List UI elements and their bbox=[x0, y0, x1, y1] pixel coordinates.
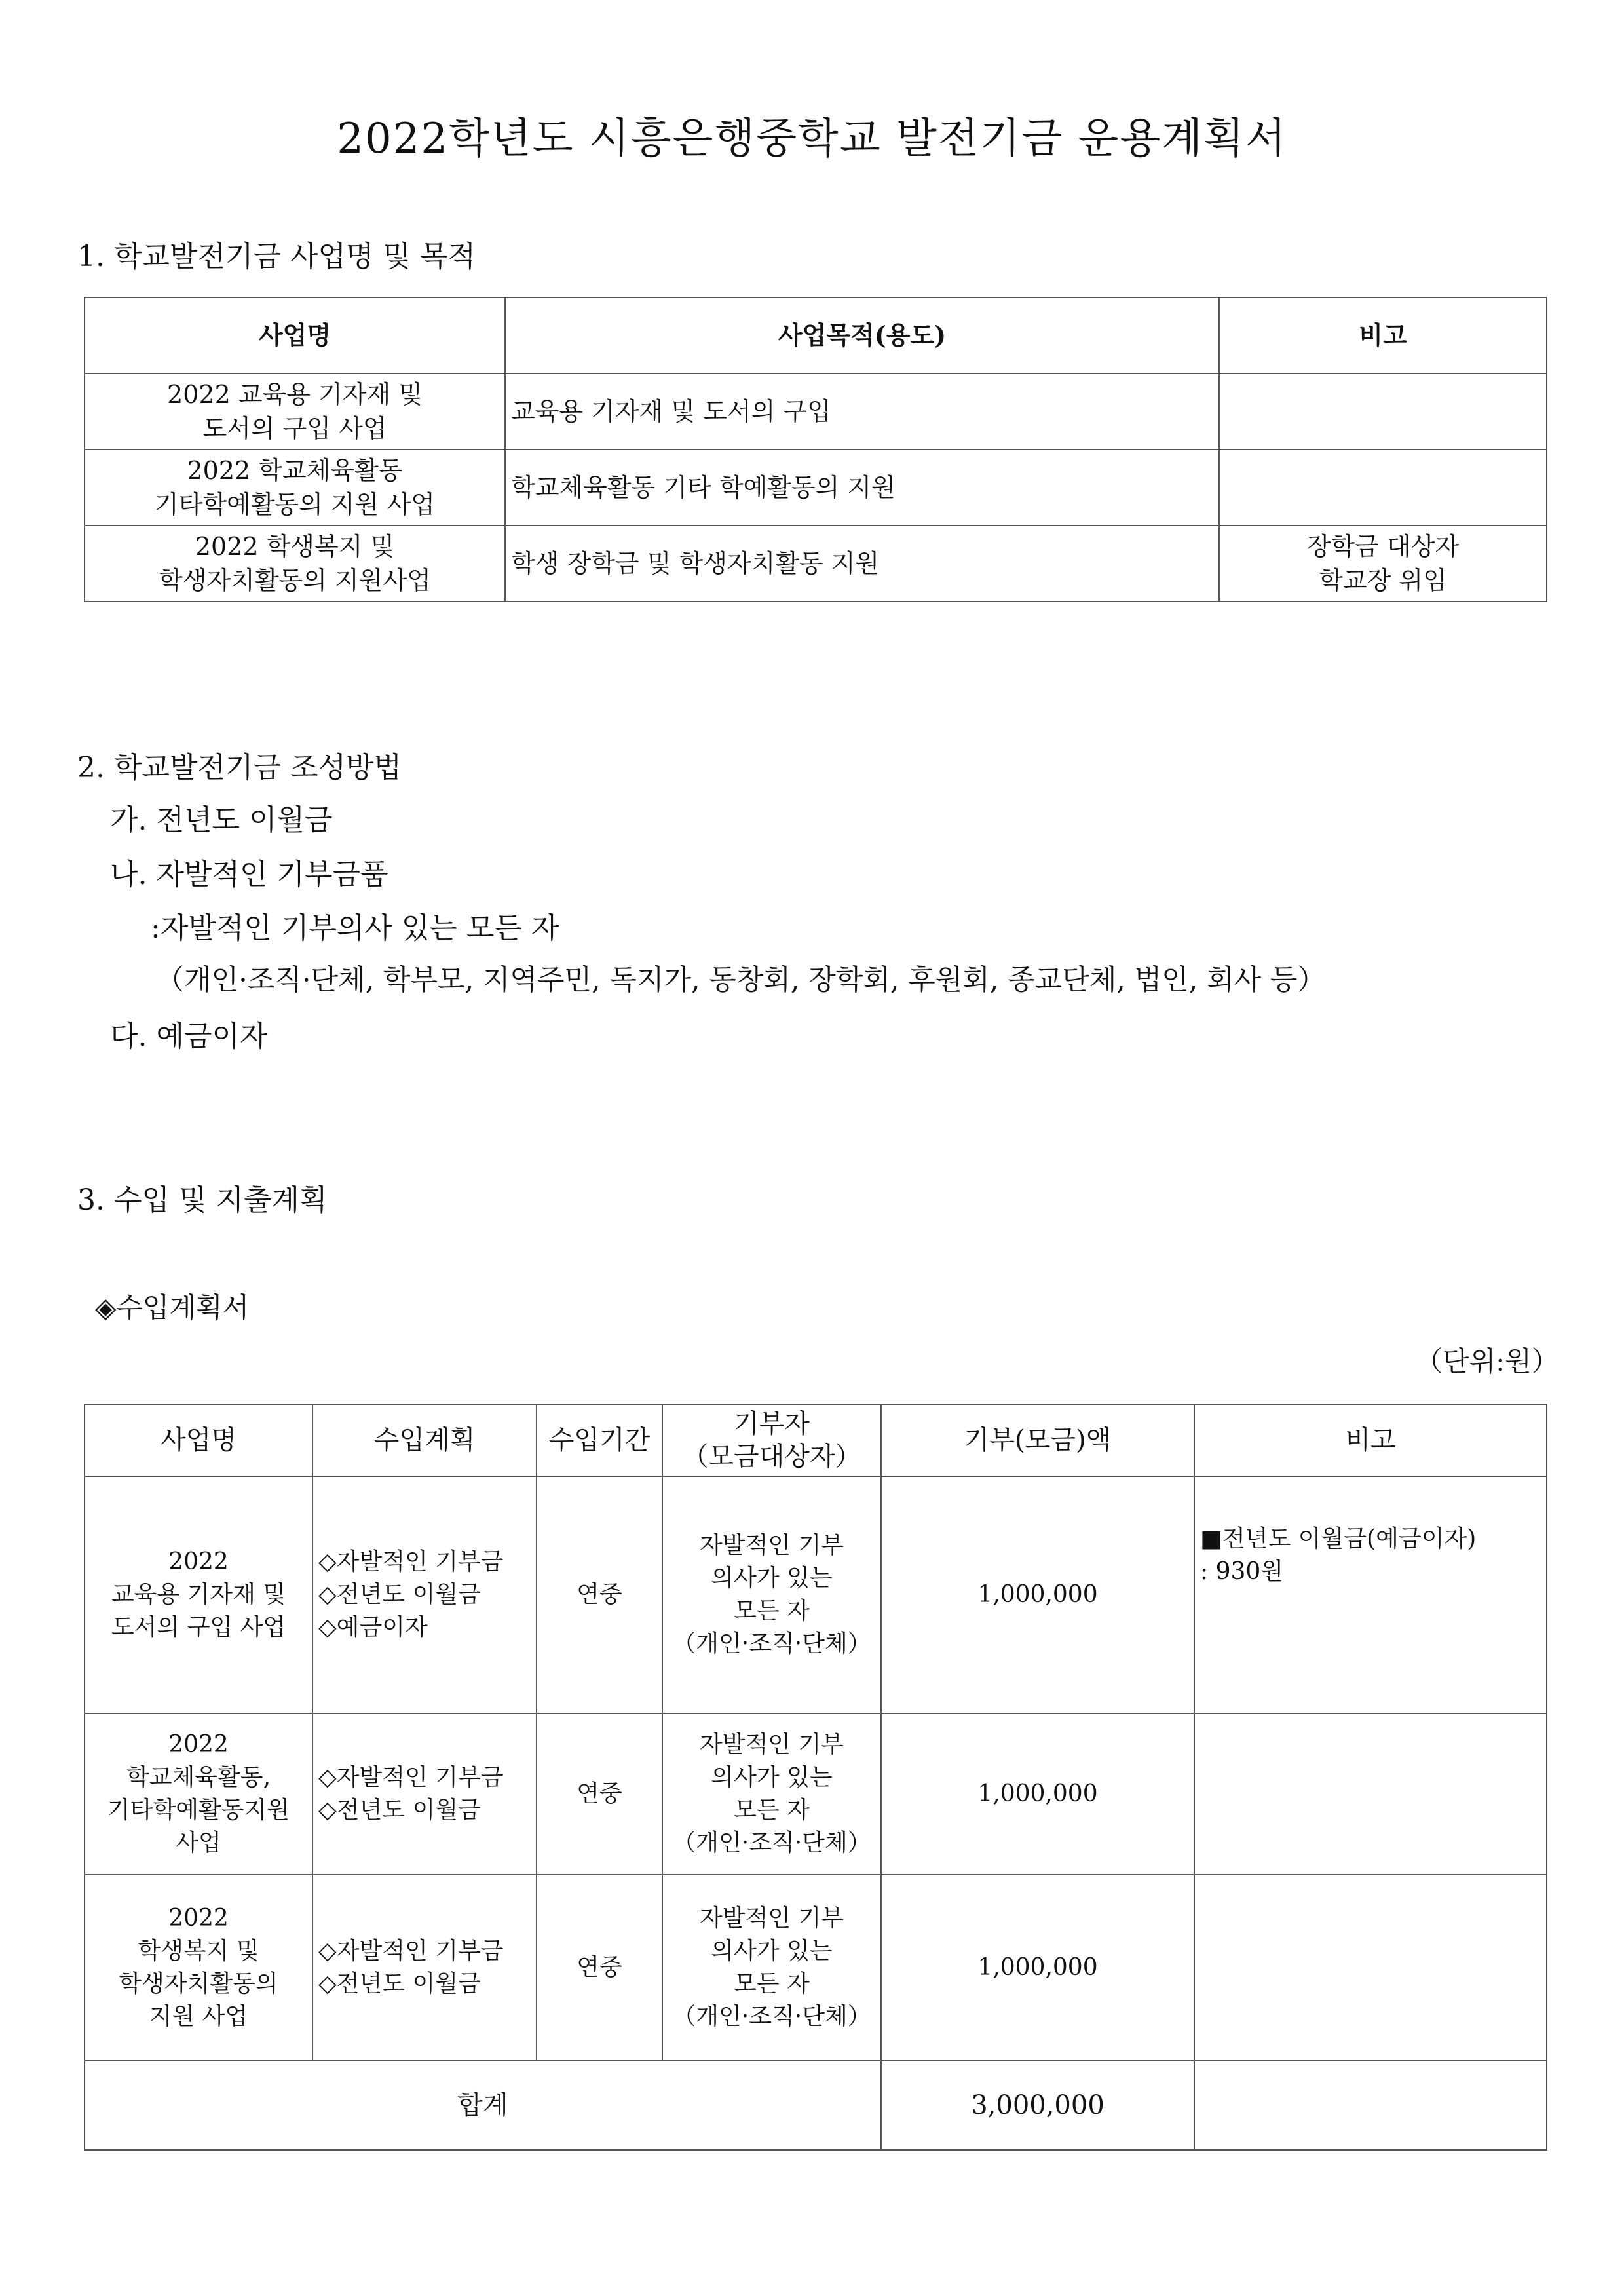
donor-cell: 자발적인 기부 의사가 있는 모든 자 （개인·조직·단체） bbox=[662, 1476, 881, 1713]
purpose-cell: 학교체육활동 기타 학예활동의 지원 bbox=[505, 450, 1219, 526]
income-plan-cell: ◇자발적인 기부금 ◇전년도 이월금 ◇예금이자 bbox=[312, 1476, 537, 1713]
method-item-da: 다. 예금이자 bbox=[110, 1020, 268, 1053]
header-project-name: 사업명 bbox=[85, 1404, 312, 1476]
header-income-period: 수입기간 bbox=[537, 1404, 662, 1476]
table-row bbox=[85, 1476, 1547, 1713]
purpose-cell: 교육용 기자재 및 도서의 구입 bbox=[505, 373, 1219, 450]
table-row bbox=[85, 450, 1547, 526]
table-row bbox=[85, 1875, 1547, 2061]
total-amount: 3,000,000 bbox=[881, 2061, 1194, 2150]
method-item-na-sub2: （개인·조직·단체, 학부모, 지역주민, 독지가, 동창회, 장학회, 후원회, 종교단체, 법인, 회사 등） bbox=[156, 964, 1326, 997]
note-cell bbox=[1219, 450, 1547, 526]
document-title: 2022학년도 시흥은행중학교 발전기금 운용계획서 bbox=[337, 115, 1287, 163]
header-note: 비고 bbox=[1194, 1404, 1547, 1476]
donor-cell: 자발적인 기부 의사가 있는 모든 자 （개인·조직·단체） bbox=[662, 1875, 881, 2061]
income-plan-cell: ◇자발적인 기부금 ◇전년도 이월금 bbox=[312, 1713, 537, 1875]
project-purpose-table bbox=[84, 297, 1547, 602]
table-row bbox=[85, 373, 1547, 450]
method-item-na-sub1: :자발적인 기부의사 있는 모든 자 bbox=[151, 911, 559, 945]
note-cell: 장학금 대상자 학교장 위임 bbox=[1219, 526, 1547, 602]
income-plan-cell: ◇자발적인 기부금 ◇전년도 이월금 bbox=[312, 1875, 537, 2061]
header-amount: 기부(모금)액 bbox=[881, 1404, 1194, 1476]
income-plan-subheading: ◈수입계획서 bbox=[95, 1292, 250, 1324]
section3-heading: 3. 수입 및 지출계획 bbox=[77, 1183, 328, 1217]
table-header-row bbox=[85, 297, 1547, 373]
note-cell bbox=[1194, 1713, 1547, 1875]
income-plan-table bbox=[84, 1404, 1547, 2151]
header-project-name: 사업명 bbox=[85, 297, 505, 373]
total-row bbox=[85, 2061, 1547, 2150]
project-name-cell: 2022 학교체육활동 기타학예활동의 지원 사업 bbox=[85, 450, 505, 526]
section1-heading: 1. 학교발전기금 사업명 및 목적 bbox=[77, 240, 476, 273]
note-cell bbox=[1194, 1875, 1547, 2061]
project-name-cell: 2022 학교체육활동, 기타학예활동지원 사업 bbox=[85, 1713, 312, 1875]
project-name-cell: 2022 학생복지 및 학생자치활동의 지원사업 bbox=[85, 526, 505, 602]
method-item-ga: 가. 전년도 이월금 bbox=[110, 803, 333, 837]
project-name-cell: 2022 교육용 기자재 및 도서의 구입 사업 bbox=[85, 1476, 312, 1713]
purpose-cell: 학생 장학금 및 학생자치활동 지원 bbox=[505, 526, 1219, 602]
income-period-cell: 연중 bbox=[537, 1875, 662, 2061]
income-period-cell: 연중 bbox=[537, 1476, 662, 1713]
total-note-cell bbox=[1194, 2061, 1547, 2150]
table-header-row bbox=[85, 1404, 1547, 1476]
header-income-plan: 수입계획 bbox=[312, 1404, 537, 1476]
header-purpose: 사업목적(용도) bbox=[505, 297, 1219, 373]
project-name-cell: 2022 교육용 기자재 및 도서의 구입 사업 bbox=[85, 373, 505, 450]
method-item-na: 나. 자발적인 기부금품 bbox=[110, 858, 388, 891]
total-label: 합계 bbox=[85, 2061, 881, 2150]
note-cell: ■전년도 이월금(예금이자) : 930원 bbox=[1194, 1476, 1547, 1713]
table-row bbox=[85, 1713, 1547, 1875]
project-name-cell: 2022 학생복지 및 학생자치활동의 지원 사업 bbox=[85, 1875, 312, 2061]
donor-cell: 자발적인 기부 의사가 있는 모든 자 （개인·조직·단체） bbox=[662, 1713, 881, 1875]
amount-cell: 1,000,000 bbox=[881, 1476, 1194, 1713]
table-row bbox=[85, 526, 1547, 602]
income-period-cell: 연중 bbox=[537, 1713, 662, 1875]
note-cell bbox=[1219, 373, 1547, 450]
unit-label: （단위:원） bbox=[1415, 1345, 1559, 1377]
amount-cell: 1,000,000 bbox=[881, 1875, 1194, 2061]
section2-heading: 2. 학교발전기금 조성방법 bbox=[77, 751, 402, 784]
header-donor: 기부자 （모금대상자） bbox=[662, 1404, 881, 1476]
header-note: 비고 bbox=[1219, 297, 1547, 373]
amount-cell: 1,000,000 bbox=[881, 1713, 1194, 1875]
